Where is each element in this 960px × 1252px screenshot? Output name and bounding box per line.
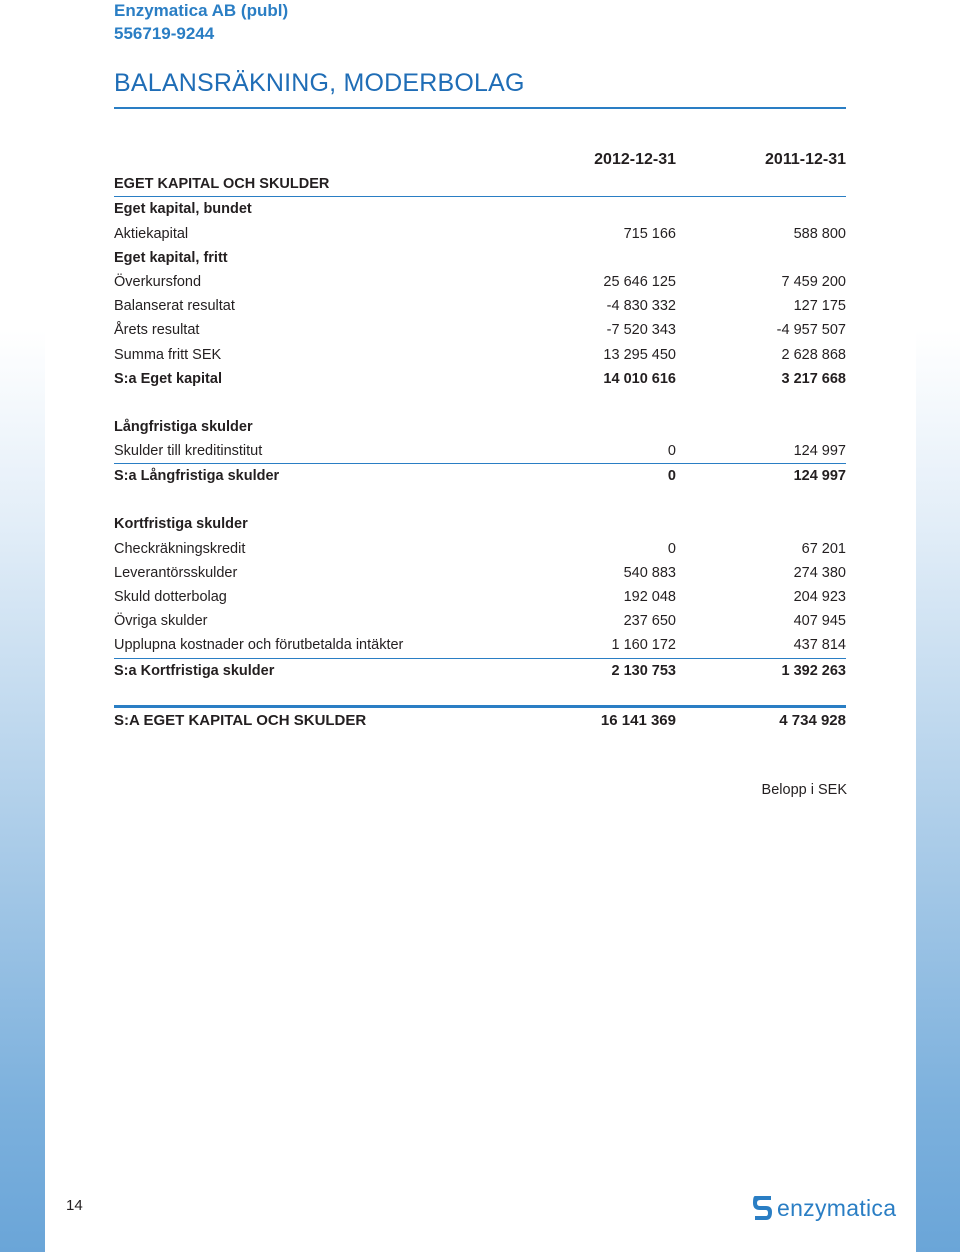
table-row: Balanserat resultat -4 830 332 127 175 <box>114 298 846 315</box>
table-row: Summa fritt SEK 13 295 450 2 628 868 <box>114 346 846 363</box>
balance-sheet-table <box>114 148 846 736</box>
section-title: EGET KAPITAL OCH SKULDER <box>114 176 330 193</box>
table-row: Checkräkningskredit 0 67 201 <box>114 540 846 557</box>
logo-text: enzymatica <box>777 1194 897 1221</box>
column-current: 2012-12-31 <box>594 151 676 168</box>
column-header-row <box>114 148 846 172</box>
amount-note: Belopp i SEK <box>761 782 847 798</box>
shortterm-total-row: S:a Kortfristiga skulder 2 130 753 1 392 263 <box>114 662 846 679</box>
section-title-row <box>114 172 846 197</box>
page-number: 14 <box>66 1197 83 1214</box>
table-row: Överkursfond 25 646 125 7 459 200 <box>114 273 846 290</box>
org-number: 556719-9244 <box>114 24 215 43</box>
equity-free-title: Eget kapital, fritt <box>114 249 228 266</box>
company-name: Enzymatica AB (publ) <box>114 1 289 20</box>
shortterm-title: Kortfristiga skulder <box>114 516 248 533</box>
page-title: BALANSRÄKNING, MODERBOLAG <box>114 69 846 109</box>
table-row: Övriga skulder 237 650 407 945 <box>114 613 846 630</box>
table-row: Upplupna kostnader och förutbetalda intäkter 1 160 172 437 814 <box>114 633 846 658</box>
logo-mark-icon <box>752 1194 774 1222</box>
spacer <box>114 488 846 512</box>
table-row: Skulder till kreditinstitut 0 124 997 <box>114 439 846 464</box>
column-previous: 2011-12-31 <box>765 151 846 168</box>
table-row: Årets resultat -7 520 343 -4 957 507 <box>114 322 846 339</box>
table-row: Skuld dotterbolag 192 048 204 923 <box>114 589 846 605</box>
equity-total-row: S:a Eget kapital 14 010 616 3 217 668 <box>114 370 846 387</box>
table-row: Leverantörsskulder 540 883 274 380 <box>114 564 846 581</box>
spacer <box>114 683 846 705</box>
grand-total-row: S:A EGET KAPITAL OCH SKULDER 16 141 369 4 734 928 <box>114 705 846 736</box>
equity-bound-title: Eget kapital, bundet <box>114 201 252 218</box>
company-logo <box>752 1194 896 1222</box>
spacer <box>114 391 846 415</box>
table-row: Aktiekapital 715 166 588 800 <box>114 225 846 242</box>
longterm-title: Långfristiga skulder <box>114 418 253 435</box>
longterm-total-row: S:a Långfristiga skulder 0 124 997 <box>114 468 846 485</box>
